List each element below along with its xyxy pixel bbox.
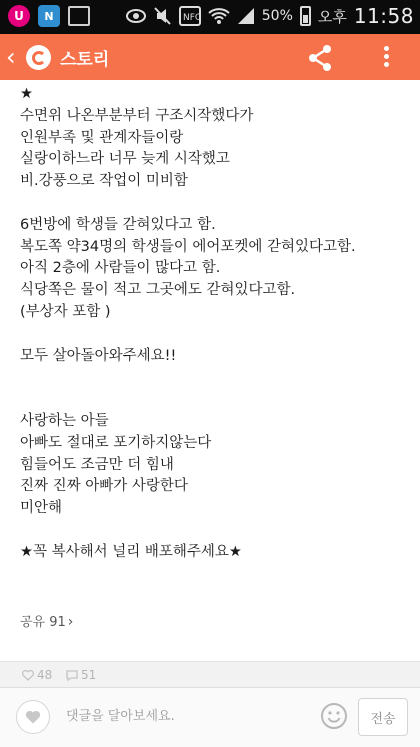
wifi-icon xyxy=(208,7,230,25)
header-title: 스토리 xyxy=(60,50,110,70)
ampm-label: 오후 xyxy=(317,7,347,26)
story-line: 인원부족 및 관계자들이랑 xyxy=(20,129,184,146)
comment-bar xyxy=(0,687,420,747)
app-header xyxy=(0,34,420,80)
signal-icon xyxy=(237,7,255,25)
stats-strip xyxy=(0,661,420,688)
battery-percent: 50% xyxy=(261,8,293,24)
like-button[interactable] xyxy=(16,700,50,734)
story-line: 미안해 xyxy=(20,500,63,517)
nfc-icon xyxy=(179,6,201,26)
mute-icon xyxy=(154,6,172,26)
story-line: 6번방에 학생들 갇혀있다고 함. xyxy=(20,216,216,233)
clock: 11:58 xyxy=(353,4,414,28)
story-line xyxy=(20,193,410,215)
share-count-label: 공유 91 xyxy=(20,615,66,630)
story-line: 힘들어도 조금만 더 힘내 xyxy=(20,456,174,473)
story-line: 모두 살아돌아와주세요!! xyxy=(20,347,177,364)
story-line: (부상자 포함 ) xyxy=(20,303,111,320)
share-icon xyxy=(305,44,337,72)
image-icon xyxy=(68,5,90,27)
share-button[interactable] xyxy=(305,44,337,72)
story-line: 아직 2층에 사람들이 많다고 함. xyxy=(20,260,221,277)
naver-icon: N xyxy=(38,5,60,27)
like-count-value: 48 xyxy=(37,668,53,682)
eye-icon xyxy=(125,8,147,24)
svg-text:NFC: NFC xyxy=(182,13,201,23)
story-line: ★ xyxy=(20,86,33,102)
story-line: 진짜 진짜 아빠가 사랑한다 xyxy=(20,478,188,495)
story-line: 수면위 나온부분부터 구조시작했다가 xyxy=(20,107,254,124)
uplus-icon: U xyxy=(8,5,30,27)
notification-icons xyxy=(8,5,90,27)
story-line: 복도쪽 약34명의 학생들이 에어포켓에 갇혀있다고함. xyxy=(20,238,356,255)
emoticon-button[interactable] xyxy=(320,702,348,730)
story-line: 사랑하는 아들 xyxy=(20,412,109,429)
comment-count[interactable] xyxy=(66,668,96,682)
story-line: 식당쪽은 물이 적고 그곳에도 갇혀있다고함. xyxy=(20,282,296,299)
share-count-link[interactable] xyxy=(20,611,73,630)
comment-input[interactable] xyxy=(56,696,354,736)
story-line: 비.강풍으로 작업이 미비함 xyxy=(20,173,188,190)
like-count[interactable] xyxy=(22,668,52,682)
status-bar xyxy=(0,0,420,34)
story-line xyxy=(20,520,410,542)
comment-icon xyxy=(66,670,78,681)
send-button[interactable]: 전송 xyxy=(358,698,408,736)
story-line: ★꼭 복사해서 널리 배포해주세요★ xyxy=(20,543,242,560)
story-line xyxy=(20,389,410,411)
system-icons xyxy=(125,4,414,28)
story-line xyxy=(20,367,410,389)
story-line: 아빠도 절대로 포기하지않는다 xyxy=(20,434,212,451)
battery-icon xyxy=(300,6,311,26)
kakaostory-logo-icon[interactable] xyxy=(26,45,51,70)
heart-icon xyxy=(22,670,34,681)
story-line xyxy=(20,324,410,346)
more-options-button[interactable] xyxy=(376,43,396,73)
heart-icon xyxy=(25,710,41,724)
story-line: 실랑이하느라 너무 늦게 시작했고 xyxy=(20,151,230,168)
comment-count-value: 51 xyxy=(81,668,97,682)
smiley-icon xyxy=(320,702,348,730)
story-body xyxy=(20,84,410,564)
chevron-right-icon: › xyxy=(67,614,74,630)
back-button[interactable]: ‹ xyxy=(6,43,16,71)
